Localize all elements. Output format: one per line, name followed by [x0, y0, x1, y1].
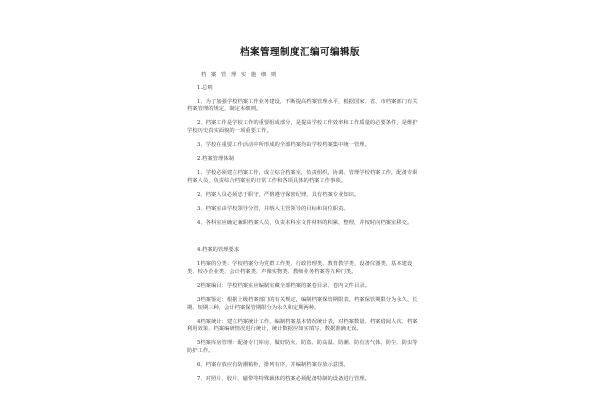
- paragraph: 3、学校在重要工作活动中所形成的全部档案均由学校档案集中统一管理。: [197, 142, 370, 149]
- paragraph: 3、档案室由学校领导分管，并纳入主管领导的目标和岗位职责。: [197, 206, 349, 213]
- section-heading: 1.总则: [197, 84, 213, 91]
- paragraph: 7、对照片、胶片、磁带等特殊载体的档案必须配备特制的设备进行管理。: [197, 376, 370, 383]
- paragraph: 2、档案人员必须忠于职守，严格遵守保密纪律，具有档案专业知识。: [197, 191, 360, 198]
- paragraph: 4档案统计：建立档案统计工作，编制档案基本情况统计表，对档案数量、档案借阅人次、档案利用效果、档案编研情况进行统计，统计数据应如实填写，数据准确无误。: [187, 318, 418, 333]
- paragraph: 4、各科室应确定兼职档案人员，负责本科室文件材料的积累、整理，并按时向档案室移交。: [197, 220, 413, 227]
- paragraph: 3档案鉴定：根据上级档案部门的有关规定，编制档案保管期限表，档案保管期限分为永久、长期、短期三种，会计档案保管期限分为永久和定期两种。: [187, 297, 418, 311]
- paragraph: 5档案库房管理：配备专门库房，做好防火、防盗、防高温、防潮、防有害气体、防尘、防虫等防护工作。: [187, 340, 418, 355]
- document-title: 档案管理制度汇编可编辑版: [239, 47, 360, 58]
- paragraph: 2、档案工作是学校工作的重要组成部分，是提高学校工作效率和工作质量的必要条件，是维护学校历史真实面貌的一项重要工作。: [187, 120, 418, 134]
- paragraph: 6、档案存放应有防潮箱柜，排列有序，并编制档案存放示意图。: [197, 362, 349, 369]
- paragraph: 1、为了加强学校档案工作业务建设，不断提高档案管理水平，根据国家、省、市档案部门有关档案管理的规定，制定本细则。: [187, 98, 418, 113]
- section-gap: [187, 234, 419, 247]
- document-body: [187, 66, 419, 390]
- paragraph: 1、学校必须建立档案工作，成立综合档案室，负责组织、协调、管理学校档案工作，配备专职档案人员，负责综合档案室的日常工作和各项具体的档案工作事项。: [187, 170, 418, 184]
- paragraph: 1档案的分类：学校档案分为党群工作类、行政管理类、教育教学类、设备仪器类、基本建设类、校办企业类、会计档案类、声像实物类、教师业务档案等九种门类。: [187, 261, 413, 275]
- paragraph: 2档案编目：学校档案室应编制室藏全部档案的案卷目录、卷内文件目录。: [197, 283, 370, 289]
- section-heading: 2.档案管理体制: [197, 156, 234, 163]
- section-heading: 4.档案的管理要求: [197, 247, 240, 254]
- document-subtitle: 档 案 管 理 实 施 细 则: [201, 72, 278, 78]
